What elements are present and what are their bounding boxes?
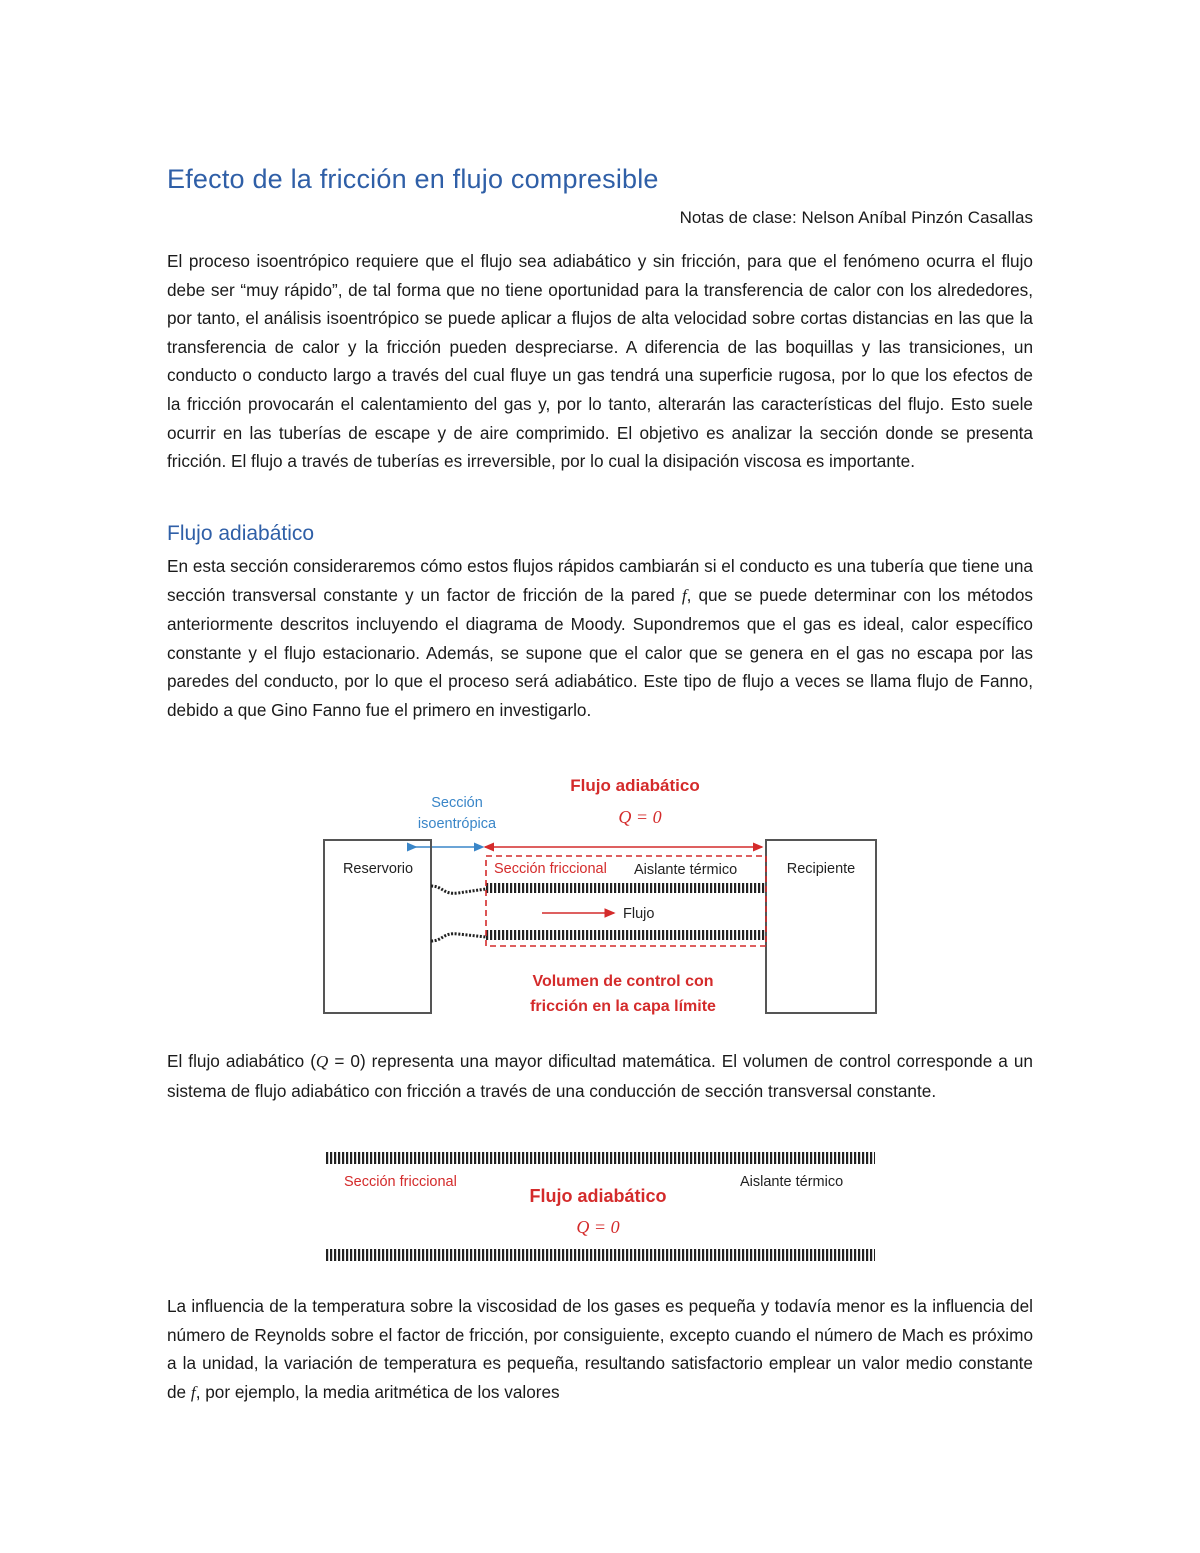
flow-label: Flujo: [623, 906, 655, 922]
isentropic-label-line2: isoentrópica: [417, 816, 497, 832]
heat-equation: Q = 0: [618, 807, 662, 827]
fanno-flow-diagram: [318, 768, 884, 1023]
author-byline: Notas de clase: Nelson Aníbal Pinzón Casallas: [679, 208, 1033, 227]
reservoir-label: Reservorio: [342, 861, 414, 877]
control-volume-label-line1: Volumen de control con: [532, 973, 714, 990]
figure-title: Flujo adiabático: [529, 1186, 667, 1206]
section-heading: Flujo adiabático: [167, 522, 315, 545]
friction-duct-diagram: [322, 1145, 878, 1270]
isentropic-label-line1: Sección: [431, 795, 483, 811]
paragraph-intro: El proceso isoentrópico requiere que el flujo sea adiabático y sin fricción, para que el fenómeno ocurra el flujo debe ser “muy rápido”, de tal forma que no tiene oportunidad para la transferencia de calor con los alrededores, por tanto, el análisis isoentrópico se puede aplicar a flujos de alta velocidad sobre cortas distancias en las que la transferencia de calor y la fricción pueden despreciarse. A diferencia de las boquillas y las transiciones, un conducto o conducto largo a través del cual fluye un gas tendrá una superficie rugosa, por lo que los efectos de la fricción provocarán el calentamiento del gas y, por lo tanto, alterarán las características del flujo. Esto suele ocurrir en las tuberías de escape y de aire comprimido. El objetivo es analizar la sección donde se presenta fricción. El flujo a través de tuberías es irreversible, por lo cual la disipación viscosa es importante.: [167, 251, 1033, 472]
friction-section-label: Sección friccional: [494, 861, 607, 877]
duct-lower-wall: [486, 930, 766, 940]
text-run: En esta sección consideraremos cómo estos flujos rápidos cambiarán si el conducto es una tubería que tiene una sección transversal constante y un factor de fricción de la pared: [167, 556, 1033, 605]
duct-upper-wall: [486, 883, 766, 893]
paragraph-viscosity: [167, 1292, 1033, 1407]
insulation-label: Aislante térmico: [740, 1174, 844, 1190]
text-run: , que se puede determinar con los métodos anteriormente descritos incluyendo el diagrama de Moody. Supondremos que el gas es ideal, calor específico constante y el flujo estacionario. Además, se supone que el calor que se genera en el gas no escapa por las paredes del conducto, por lo que el proceso será adiabático. Este tipo de flujo a veces se llama flujo de Fanno, debido a que Gino Fanno fue el primero en investigarlo.: [167, 584, 1033, 720]
friction-factor-symbol: f: [190, 1382, 196, 1402]
paragraph-control-volume: [167, 1047, 1033, 1105]
page-title: Efecto de la fricción en flujo compresible: [167, 164, 659, 194]
heat-symbol: Q: [315, 1052, 329, 1071]
paragraph-adiabatic: [167, 552, 1033, 725]
nozzle-upper-wall: [431, 886, 486, 893]
heat-equation: Q = 0: [576, 1217, 620, 1237]
control-volume-label-line2: fricción en la capa límite: [530, 998, 716, 1015]
container-label: Recipiente: [786, 861, 856, 877]
text-run: El flujo adiabático (: [167, 1051, 316, 1071]
friction-factor-symbol: f: [681, 585, 687, 605]
text-run: , por ejemplo, la media aritmética de los valores: [195, 1381, 560, 1402]
nozzle-lower-wall: [431, 934, 486, 941]
figure-title: Flujo adiabático: [570, 776, 700, 795]
insulation-label: Aislante térmico: [634, 862, 738, 878]
duct-upper-wall: [325, 1152, 875, 1164]
friction-section-label: Sección friccional: [344, 1174, 457, 1190]
text-run: La influencia de la temperatura sobre la viscosidad de los gases es pequeña y todavía menor es la influencia del número de Reynolds sobre el factor de fricción, por consiguiente, excepto cuando el número de Mach es próximo a la unidad, la variación de temperatura es pequeña, resultando satisfactorio emplear un valor medio constante de: [167, 1296, 1033, 1402]
duct-lower-wall: [325, 1249, 875, 1261]
text-run: = 0) representa una mayor dificultad matemática. El volumen de control corresponde a un sistema de flujo adiabático con fricción a través de una conducción de sección transversal constante.: [167, 1051, 1033, 1101]
